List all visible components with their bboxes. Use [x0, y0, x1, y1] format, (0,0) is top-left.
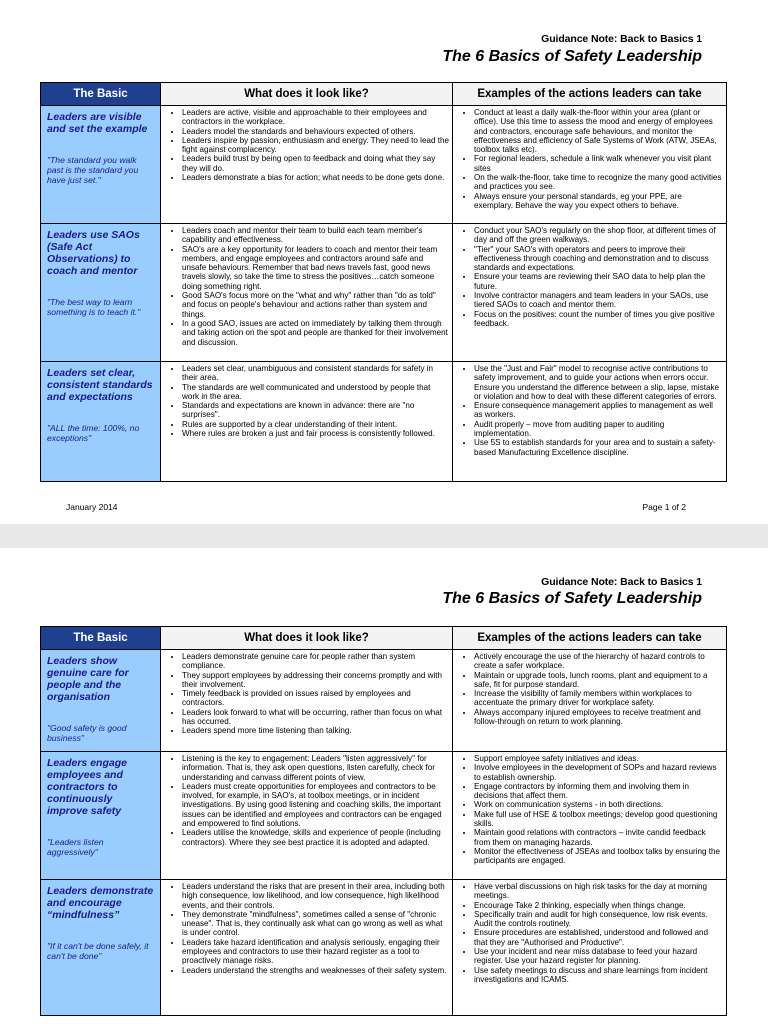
actions-cell — [453, 362, 727, 482]
table-row — [41, 106, 727, 224]
look-cell — [161, 106, 453, 224]
list-item: • Engage contractors by informing them and involving them in decisions that affect them. — [474, 782, 723, 801]
list-item: • Work on communication systems - in both directions. — [474, 800, 723, 809]
list-item: • Actively encourage the use of the hierarchy of hazard controls to create a safer workplace. — [474, 652, 723, 671]
basic-cell — [41, 880, 161, 1016]
list-item: • SAO's are a key opportunity for leaders to coach and mentor their team members, and engage employees and contractors around safe and unsafe behaviours. Remember that bad news travels fast, good news travels slowly, so take the time to stress the positives…catch someone doing something right. — [182, 245, 449, 291]
list-item: • Leaders demonstrate a bias for action; what needs to be done gets done. — [182, 173, 449, 182]
column-header-look: What does it look like? — [161, 83, 453, 106]
document-title: The 6 Basics of Safety Leadership — [442, 48, 702, 65]
page-gap — [0, 524, 768, 548]
list-item: • In a good SAO, issues are acted on immediately by talking them through and taking action on the spot and people are thanked for their involvement and discussion. — [182, 319, 449, 347]
basic-cell — [41, 650, 161, 752]
list-item: • Leaders build trust by being open to feedback and doing what they say they will do. — [182, 154, 449, 173]
list-item: • Involve employees in the development of SOPs and hazard reviews to establish ownership. — [474, 763, 723, 782]
list-item: • Listening is the key to engagement: Leaders "listen aggressively" for information. That is, they ask open questions, listen carefully, check for understanding and canvass different points of view. — [182, 754, 449, 782]
list-item: • Use safety meetings to discuss and share learnings from incident investigations and ICAMS. — [474, 966, 723, 985]
table-row — [41, 224, 727, 362]
column-header-basic: The Basic — [41, 627, 161, 650]
list-item: • Use 5S to establish standards for your area and to sustain a safety-based Manufacturing Excellence discipline. — [474, 438, 723, 457]
list-item: • They support employees by addressing their concerns promptly and with their involvement. — [182, 671, 449, 690]
list-item: • Leaders look forward to what will be occurring, rather than focus on what has occurred. — [182, 708, 449, 727]
basic-title: Leaders use SAOs (Safe Act Observations) to coach and mentor — [47, 229, 140, 277]
guidance-note-label: Guidance Note: Back to Basics 1 — [541, 33, 702, 45]
actions-list — [456, 882, 723, 984]
list-item: • Leaders take hazard identification and analysis seriously, engaging their employees and contractors to use their hazard register as a tool to proactively manage risks. — [182, 938, 449, 966]
document-title: The 6 Basics of Safety Leadership — [442, 590, 702, 607]
basic-title: Leaders show genuine care for people and the organisation — [47, 655, 129, 703]
list-item: • Conduct your SAO's regularly on the shop floor, at different times of day and off the green walkways. — [474, 226, 723, 245]
basic-cell — [41, 106, 161, 224]
basics-table-page-2 — [40, 626, 727, 1016]
table-row — [41, 752, 727, 880]
actions-cell — [453, 224, 727, 362]
list-item: • Involve contractor managers and team leaders in your SAOs, use tiered SAOs to coach and mentor them. — [474, 291, 723, 310]
list-item: • Use your incident and near miss database to feed your hazard register. Use your hazard register for planning. — [474, 947, 723, 966]
footer-date: January 2014 — [66, 502, 118, 512]
list-item: • Focus on the positives: count the number of times you give positive feedback. — [474, 310, 723, 329]
list-item: • Leaders utilise the knowledge, skills and experience of people (including contractors). Where they see best practice it is adopted and adapted. — [182, 828, 449, 847]
table-row — [41, 880, 727, 1016]
list-item: • Leaders set clear, unambiguous and consistent standards for safety in their area. — [182, 364, 449, 383]
actions-list — [456, 226, 723, 328]
basics-table-page-1 — [40, 82, 727, 482]
list-item: • Leaders model the standards and behaviours expected of others. — [182, 127, 449, 136]
basic-quote: "ALL the time: 100%, no exceptions" — [47, 423, 140, 443]
list-item: • On the walk-the-floor, take time to recognize the many good activities and practices you see. — [474, 173, 723, 192]
list-item: • Leaders demonstrate genuine care for people rather than system compliance. — [182, 652, 449, 671]
list-item: • For regional leaders, schedule a link walk whenever you visit plant sites — [474, 154, 723, 173]
actions-list — [456, 364, 723, 457]
list-item: • Leaders spend more time listening than talking. — [182, 726, 449, 735]
basic-cell — [41, 752, 161, 880]
list-item: • Support employee safety initiatives and ideas. — [474, 754, 723, 763]
look-list — [164, 108, 449, 182]
look-cell — [161, 880, 453, 1016]
basic-quote: "If it can't be done safely, it can't be done" — [47, 941, 149, 961]
look-list — [164, 226, 449, 347]
list-item: • Leaders are active, visible and approachable to their employees and contractors in the workplace. — [182, 108, 449, 127]
list-item: • Ensure your teams are reviewing their SAO data to help plan the future. — [474, 272, 723, 291]
basic-cell — [41, 362, 161, 482]
actions-list — [456, 108, 723, 210]
actions-cell — [453, 880, 727, 1016]
basic-quote: "The best way to learn something is to teach it." — [47, 297, 141, 317]
list-item: • Where rules are broken a just and fair process is consistently followed. — [182, 429, 449, 438]
column-header-basic: The Basic — [41, 83, 161, 106]
look-cell — [161, 224, 453, 362]
list-item: • Always accompany injured employees to receive treatment and follow-through on return to work planning. — [474, 708, 723, 727]
list-item: • Make full use of HSE & toolbox meetings; develop good questioning skills. — [474, 810, 723, 829]
list-item: • Leaders must create opportunities for employees and contractors to be involved, for example, in SAO's, at toolbox meetings, or in incident investigations. By using good listening and coaching skills, the important issues can be identified and employees and contractors can be engaged and empowered to find solutions. — [182, 782, 449, 828]
basic-cell — [41, 224, 161, 362]
list-item: • Ensure procedures are established, understood and followed and that they are "Authorised and Productive". — [474, 928, 723, 947]
list-item: • Rules are supported by a clear understanding of their intent. — [182, 420, 449, 429]
list-item: • Leaders understand the risks that are present in their area, including both high consequence, low likelihood, and low consequence, high likelihood events, and their controls. — [182, 882, 449, 910]
look-cell — [161, 362, 453, 482]
basic-title: Leaders demonstrate and encourage “mindfulness” — [47, 885, 154, 921]
basic-quote: "The standard you walk past is the standard you have just set." — [47, 155, 139, 185]
basic-quote: "Good safety is good business" — [47, 723, 127, 743]
actions-list — [456, 652, 723, 726]
column-header-look: What does it look like? — [161, 627, 453, 650]
list-item: • Use the "Just and Fair" model to recognise active contributions to safety improvement, and to guide your actions when errors occur. Ensure you understand the difference between a slip, lapse, mistake or violation and how to deal with these different categories of errors. — [474, 364, 723, 401]
list-item: • Specifically train and audit for high consequence, low risk events. Audit the controls routinely. — [474, 910, 723, 929]
footer-page-number: Page 1 of 2 — [642, 502, 686, 512]
list-item: • Monitor the effectiveness of JSEAs and toolbox talks by ensuring the participants are engaged. — [474, 847, 723, 866]
basic-title: Leaders set clear, consistent standards and expectations — [47, 367, 153, 403]
basic-title: Leaders engage employees and contractors to continuously improve safety — [47, 757, 127, 817]
list-item: • Increase the visibility of family members within workplaces to accentuate the primary driver for workplace safety. — [474, 689, 723, 708]
basic-title: Leaders are visible and set the example — [47, 111, 148, 135]
look-list — [164, 652, 449, 736]
list-item: • Standards and expectations are known in advance: there are "no surprises". — [182, 401, 449, 420]
look-list — [164, 364, 449, 438]
list-item: • Maintain or upgrade tools, lunch rooms, plant and equipment to a safe, fit for purpose standard. — [474, 671, 723, 690]
list-item: • They demonstrate "mindfulness", sometimes called a sense of "chronic unease". That is, they continually ask what can go wrong as well as what is under control. — [182, 910, 449, 938]
look-cell — [161, 650, 453, 752]
list-item: • "Tier" your SAO's with operators and peers to improve their effectiveness through coaching and demonstration and to discuss standards and expectations. — [474, 245, 723, 273]
look-list — [164, 754, 449, 847]
actions-cell — [453, 752, 727, 880]
list-item: • Encourage Take 2 thinking, especially when things change. — [474, 901, 723, 910]
list-item: • Good SAO's focus more on the "what and why" rather than "do as told" and focus on people's behaviour and actions rather than system and things. — [182, 291, 449, 319]
list-item: • Maintain good relations with contractors – invite candid feedback from them on managing hazards. — [474, 828, 723, 847]
list-item: • Conduct at least a daily walk-the-floor within your area (plant or office). Use this time to assess the mood and energy of employees and contractors, encourage safe behaviours, and monitor the effectiveness and efficiency of Safe Systems of Work (ATW, JSEAs, toolbox talks etc). — [474, 108, 723, 154]
list-item: • Leaders inspire by passion, enthusiasm and energy. They need to lead the fight against complacency. — [182, 136, 449, 155]
actions-list — [456, 754, 723, 866]
look-cell — [161, 752, 453, 880]
page-2 — [0, 548, 768, 1024]
list-item: • Ensure consequence management applies to management as well as workers. — [474, 401, 723, 420]
basic-quote: "Leaders listen aggressively" — [47, 837, 104, 857]
list-item: • Leaders understand the strengths and weaknesses of their safety system. — [182, 966, 449, 975]
list-item: • Audit properly – move from auditing paper to auditing implementation. — [474, 420, 723, 439]
list-item: • Have verbal discussions on high risk tasks for the day at morning meetings. — [474, 882, 723, 901]
list-item: • The standards are well communicated and understood by people that work in the area. — [182, 383, 449, 402]
table-row — [41, 650, 727, 752]
actions-cell — [453, 650, 727, 752]
table-row — [41, 362, 727, 482]
guidance-note-label: Guidance Note: Back to Basics 1 — [541, 576, 702, 588]
column-header-actions: Examples of the actions leaders can take — [453, 627, 727, 650]
list-item: • Timely feedback is provided on issues raised by employees and contractors. — [182, 689, 449, 708]
look-list — [164, 882, 449, 975]
list-item: • Leaders coach and mentor their team to build each team member's capability and effectiveness. — [182, 226, 449, 245]
list-item: • Always ensure your personal standards, eg your PPE, are exemplary. Behave the way you expect others to behave. — [474, 192, 723, 211]
actions-cell — [453, 106, 727, 224]
column-header-actions: Examples of the actions leaders can take — [453, 83, 727, 106]
